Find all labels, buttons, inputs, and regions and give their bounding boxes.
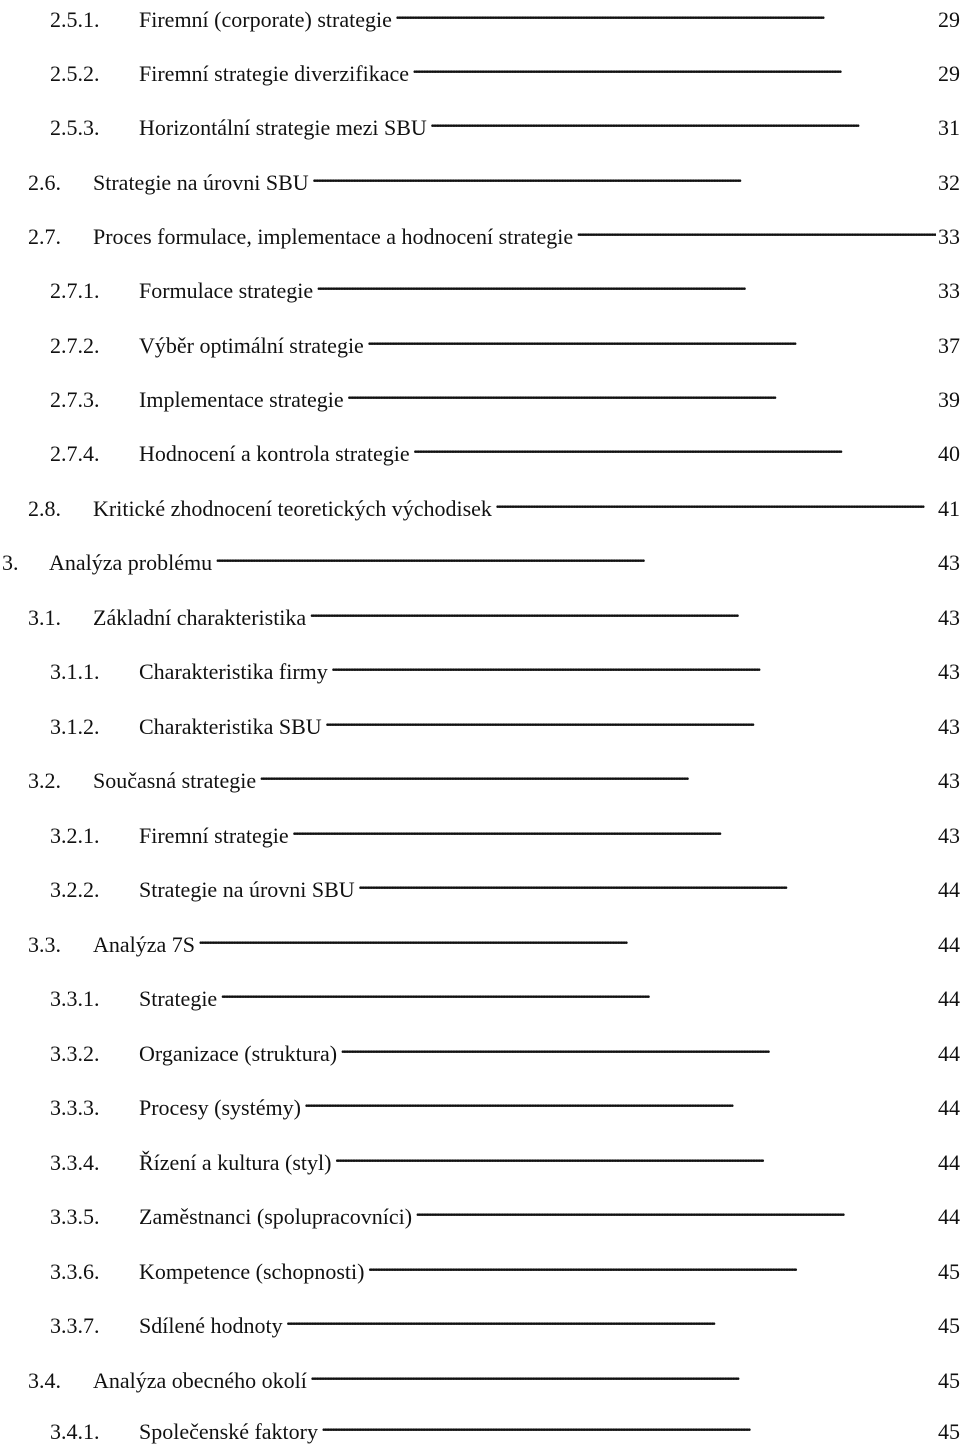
toc-entry-title: Charakteristika SBU	[139, 714, 322, 739]
dot-leader	[310, 160, 936, 190]
toc-entry-number: 2.7.	[28, 224, 61, 249]
toc-entry[interactable]	[50, 1031, 960, 1066]
toc-entry-page: 43	[938, 605, 960, 630]
toc-entry-page: 44	[938, 1204, 960, 1229]
dot-leader	[332, 1140, 936, 1170]
dot-leader	[393, 0, 936, 27]
toc-entry-title: Strategie na úrovni SBU	[93, 170, 309, 195]
toc-entry-number: 2.8.	[28, 496, 61, 521]
toc-entry-number: 3.1.	[28, 605, 61, 630]
toc-entry-page: 45	[938, 1259, 960, 1284]
dot-leader	[323, 704, 936, 734]
toc-entry[interactable]	[50, 813, 960, 848]
toc-entry-title: Horizontální strategie mezi SBU	[139, 115, 427, 140]
toc-entry-number: 3.1.1.	[50, 659, 100, 684]
toc-entry[interactable]	[50, 51, 960, 86]
dot-leader	[218, 976, 936, 1006]
dot-leader	[365, 323, 936, 353]
toc-entry[interactable]	[50, 1303, 960, 1338]
toc-entry-title: Firemní (corporate) strategie	[139, 7, 392, 32]
toc-entry-page: 33	[938, 278, 960, 303]
toc-entry-number: 3.3.4.	[50, 1150, 100, 1175]
toc-entry-title: Proces formulace, implementace a hodnocení strategie	[93, 224, 574, 249]
toc-entry-number: 3.4.	[28, 1368, 61, 1393]
toc-entry[interactable]	[50, 431, 960, 466]
dot-leader	[574, 214, 936, 244]
toc-entry-number: 2.7.1.	[50, 278, 100, 303]
toc-entry-number: 3.	[2, 550, 19, 575]
toc-entry-number: 3.3.5.	[50, 1204, 100, 1229]
toc-entry-page: 44	[938, 1095, 960, 1120]
toc-entry-title: Firemní strategie	[139, 823, 289, 848]
toc-entry[interactable]	[50, 649, 960, 684]
toc-entry-title: Strategie na úrovni SBU	[139, 877, 355, 902]
toc-entry-title: Kompetence (schopnosti)	[139, 1259, 365, 1284]
toc-entry-title: Analýza obecného okolí	[93, 1368, 307, 1393]
dot-leader	[411, 431, 936, 461]
toc-entry-title: Strategie	[139, 986, 218, 1011]
toc-entry-title: Základní charakteristika	[93, 605, 307, 630]
toc-entry[interactable]	[50, 976, 960, 1011]
dot-leader	[290, 813, 936, 843]
dot-leader	[257, 758, 936, 788]
toc-entry[interactable]	[28, 1358, 960, 1393]
toc-entry-title: Analýza problému	[49, 550, 213, 575]
dot-leader	[345, 377, 936, 407]
toc-entry-number: 3.1.2.	[50, 714, 100, 739]
toc-entry[interactable]	[50, 0, 960, 32]
toc-entry-title: Současná strategie	[93, 768, 257, 793]
toc-entry-page: 29	[938, 7, 960, 32]
toc-entry[interactable]	[50, 1085, 960, 1120]
toc-entry-number: 2.5.2.	[50, 61, 100, 86]
toc-entry[interactable]	[50, 268, 960, 303]
toc-entry-number: 3.2.2.	[50, 877, 100, 902]
dot-leader	[428, 105, 936, 135]
toc-entry-title: Řízení a kultura (styl)	[139, 1150, 332, 1175]
toc-entry-title: Zaměstnanci (spolupracovníci)	[139, 1204, 413, 1229]
toc-entry[interactable]	[50, 1249, 960, 1284]
toc-entry-page: 44	[938, 1150, 960, 1175]
toc-entry-page: 43	[938, 550, 960, 575]
toc-entry-number: 3.3.1.	[50, 986, 100, 1011]
toc-entry[interactable]	[2, 540, 960, 575]
toc-entry-title: Sdílené hodnoty	[139, 1313, 283, 1338]
toc-entry[interactable]	[50, 105, 960, 140]
toc-entry-number: 3.3.	[28, 932, 61, 957]
toc-entry-number: 2.7.2.	[50, 333, 100, 358]
toc-entry-page: 44	[938, 986, 960, 1011]
toc-entry[interactable]	[50, 867, 960, 902]
toc-entry-title: Analýza 7S	[93, 932, 196, 957]
toc-entry[interactable]	[50, 1194, 960, 1229]
dot-leader	[307, 595, 936, 625]
toc-entry-page: 44	[938, 932, 960, 957]
toc-entry-page: 44	[938, 1041, 960, 1066]
toc-entry-number: 2.7.4.	[50, 441, 100, 466]
dot-leader	[213, 540, 936, 570]
toc-entry[interactable]	[50, 1409, 960, 1444]
toc-entry-page: 41	[938, 496, 960, 521]
toc-entry-page: 43	[938, 768, 960, 793]
toc-entry-page: 43	[938, 823, 960, 848]
dot-leader	[314, 268, 936, 298]
toc-entry-title: Společenské faktory	[139, 1419, 318, 1444]
toc-entry-page: 32	[938, 170, 960, 195]
toc-entry-page: 43	[938, 659, 960, 684]
toc-entry-number: 3.3.7.	[50, 1313, 100, 1338]
toc-entry-title: Charakteristika firmy	[139, 659, 328, 684]
toc-entry[interactable]	[50, 323, 960, 358]
toc-entry-title: Hodnocení a kontrola strategie	[139, 441, 410, 466]
toc-entry-page: 45	[938, 1419, 960, 1444]
toc-entry-title: Organizace (struktura)	[139, 1041, 338, 1066]
toc-entry-number: 3.2.	[28, 768, 61, 793]
toc-entry-number: 3.3.2.	[50, 1041, 100, 1066]
toc-entry-number: 2.5.3.	[50, 115, 100, 140]
dot-leader	[329, 649, 936, 679]
toc-entry[interactable]	[50, 1140, 960, 1175]
toc-entry-page: 45	[938, 1313, 960, 1338]
toc-entry[interactable]	[28, 160, 960, 195]
toc-entry-number: 2.7.3.	[50, 387, 100, 412]
toc-entry-title: Kritické zhodnocení teoretických východisek	[93, 496, 492, 521]
toc-entry-number: 3.3.3.	[50, 1095, 100, 1120]
dot-leader	[410, 51, 936, 81]
toc-entry-page: 29	[938, 61, 960, 86]
dot-leader	[413, 1194, 936, 1224]
dot-leader	[308, 1358, 936, 1388]
toc-entry-page: 40	[938, 441, 960, 466]
toc-entry-number: 3.3.6.	[50, 1259, 100, 1284]
toc-entry-page: 39	[938, 387, 960, 412]
dot-leader	[356, 867, 936, 897]
toc-entry-title: Firemní strategie diverzifikace	[139, 61, 409, 86]
toc-entry-title: Výběr optimální strategie	[139, 333, 364, 358]
toc-entry-title: Formulace strategie	[139, 278, 314, 303]
toc-entry-page: 45	[938, 1368, 960, 1393]
toc-entry[interactable]	[28, 758, 960, 793]
toc-entry-number: 2.6.	[28, 170, 61, 195]
dot-leader	[196, 922, 936, 952]
toc-entry[interactable]	[50, 704, 960, 739]
toc-entry[interactable]	[28, 486, 960, 521]
toc-entry-page: 37	[938, 333, 960, 358]
toc-entry-title: Implementace strategie	[139, 387, 344, 412]
dot-leader	[493, 486, 936, 516]
toc-entry[interactable]	[28, 214, 960, 249]
toc-entry[interactable]	[28, 595, 960, 630]
toc-entry-title: Procesy (systémy)	[139, 1095, 301, 1120]
toc-entry-page: 33	[938, 224, 960, 249]
dot-leader	[365, 1249, 936, 1279]
dot-leader	[302, 1085, 936, 1115]
dot-leader	[319, 1409, 936, 1439]
toc-entry[interactable]	[28, 922, 960, 957]
toc-entry-page: 44	[938, 877, 960, 902]
dot-leader	[284, 1303, 936, 1333]
dot-leader	[338, 1031, 936, 1061]
toc-entry-page: 31	[938, 115, 960, 140]
toc-entry[interactable]	[50, 377, 960, 412]
toc-entry-number: 2.5.1.	[50, 7, 100, 32]
toc-entry-number: 3.2.1.	[50, 823, 100, 848]
toc-entry-page: 43	[938, 714, 960, 739]
toc-entry-number: 3.4.1.	[50, 1419, 100, 1444]
